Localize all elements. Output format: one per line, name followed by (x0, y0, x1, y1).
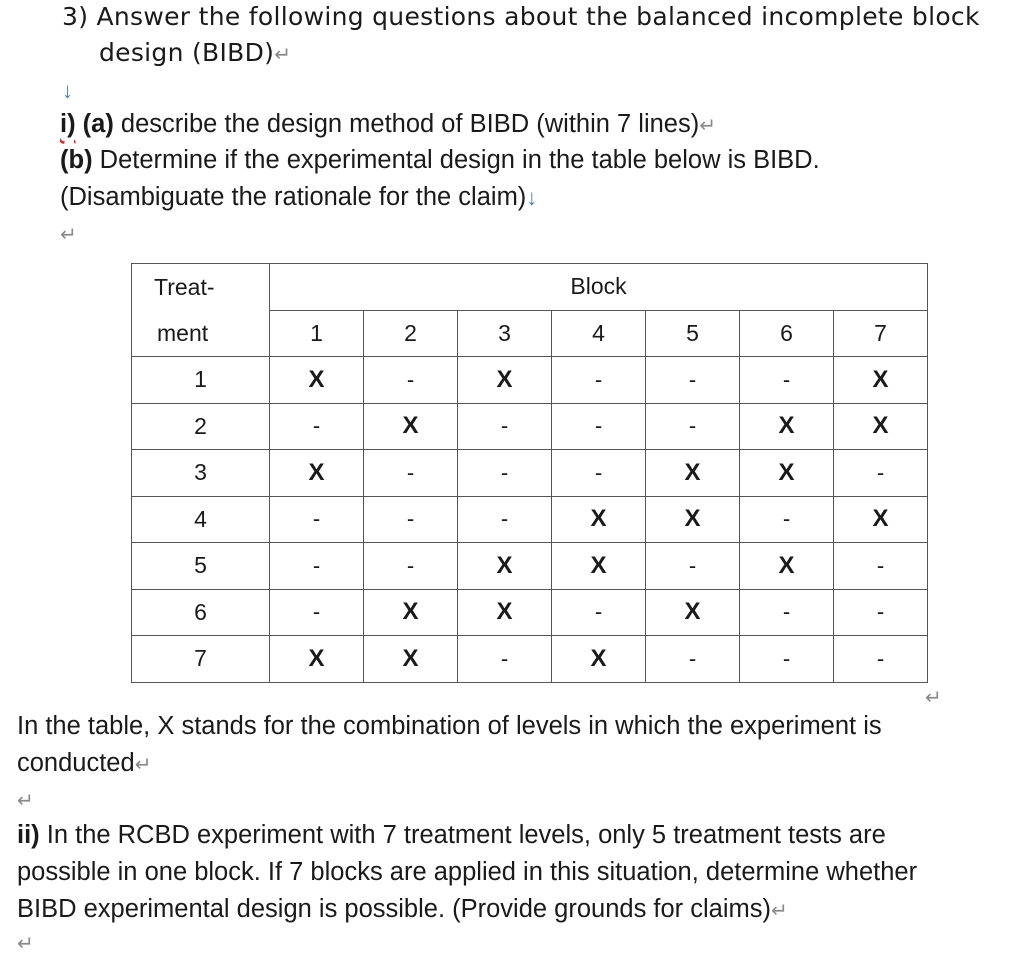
design-cell-x: X (458, 357, 552, 404)
question-3-line2 (99, 38, 291, 67)
design-cell-empty: - (552, 357, 646, 404)
table-row (132, 450, 928, 497)
part-a-label: (a) (82, 110, 114, 138)
down-arrow-mark-icon: ↓ (62, 78, 73, 103)
design-cell-x: X (740, 450, 834, 497)
bibd-design-table (131, 263, 928, 683)
block-number: 1 (270, 310, 364, 357)
design-cell-empty: - (552, 403, 646, 450)
return-mark-icon: ↵ (17, 933, 34, 955)
design-cell-empty: - (834, 450, 928, 497)
return-mark-icon: ↵ (274, 42, 292, 66)
block-number: 7 (834, 310, 928, 357)
design-cell-empty: - (646, 403, 740, 450)
table-row (132, 543, 928, 590)
design-cell-x: X (270, 636, 364, 683)
table-row (132, 403, 928, 450)
part-i-label: i) (60, 110, 76, 138)
design-cell-x: X (646, 589, 740, 636)
table-header-row-1 (132, 264, 928, 311)
return-mark-icon: ↵ (925, 687, 942, 709)
part-ii-label: ii) (17, 821, 40, 849)
design-cell-empty: - (458, 450, 552, 497)
part-b-line2 (60, 183, 537, 212)
design-cell-empty: - (458, 496, 552, 543)
design-cell-x: X (458, 543, 552, 590)
design-cell-empty: - (270, 543, 364, 590)
treatment-number: 4 (132, 496, 270, 543)
treatment-number: 2 (132, 403, 270, 450)
table-row (132, 636, 928, 683)
part-ii-text-1: In the RCBD experiment with 7 treatment levels, only 5 treatment tests are (39, 821, 886, 849)
design-cell-empty: - (740, 357, 834, 404)
design-cell-empty: - (552, 589, 646, 636)
treatment-number: 6 (132, 589, 270, 636)
part-b-line1 (60, 146, 820, 175)
note-text-2: conducted (17, 749, 135, 777)
treatment-header-bottom: ment (132, 310, 270, 357)
table-row (132, 589, 928, 636)
part-ii-text-2: possible in one block. If 7 blocks are applied in this situation, determine whether (17, 858, 918, 886)
part-ii-text-3: BIBD experimental design is possible. (Provide grounds for claims) (17, 895, 771, 923)
part-ii-line1 (17, 821, 886, 850)
design-cell-x: X (834, 496, 928, 543)
note-text-1: In the table, X stands for the combination of levels in which the experiment is (17, 712, 882, 740)
design-cell-x: X (552, 543, 646, 590)
design-cell-x: X (552, 496, 646, 543)
design-cell-empty: - (364, 543, 458, 590)
design-cell-empty: - (458, 636, 552, 683)
block-number: 2 (364, 310, 458, 357)
design-cell-empty: - (834, 543, 928, 590)
block-header: Block (270, 264, 928, 311)
design-cell-empty: - (364, 357, 458, 404)
table-row (132, 357, 928, 404)
design-cell-empty: - (834, 636, 928, 683)
return-mark-icon: ↵ (17, 790, 34, 812)
part-i-a-line (60, 110, 716, 139)
design-cell-x: X (740, 403, 834, 450)
table-header-row-2 (132, 310, 928, 357)
design-cell-empty: - (646, 543, 740, 590)
block-number: 3 (458, 310, 552, 357)
design-cell-x: X (270, 450, 364, 497)
design-cell-x: X (740, 543, 834, 590)
block-number: 5 (646, 310, 740, 357)
design-cell-empty: - (646, 636, 740, 683)
design-cell-x: X (834, 357, 928, 404)
return-mark-icon: ↵ (60, 224, 77, 246)
treatment-number: 7 (132, 636, 270, 683)
return-mark-icon: ↵ (699, 115, 716, 137)
design-cell-x: X (834, 403, 928, 450)
design-cell-x: X (364, 636, 458, 683)
design-cell-empty: - (270, 589, 364, 636)
part-ii-line3 (17, 895, 788, 924)
design-cell-x: X (646, 450, 740, 497)
design-cell-x: X (458, 589, 552, 636)
treatment-number: 3 (132, 450, 270, 497)
design-cell-x: X (364, 589, 458, 636)
part-a-text: describe the design method of BIBD (within 7 lines) (113, 110, 700, 138)
down-arrow-mark-icon: ↓ (526, 185, 538, 210)
part-ii-line2 (17, 858, 917, 887)
treatment-header-top: Treat- (132, 264, 270, 311)
design-cell-empty: - (270, 496, 364, 543)
design-cell-empty: - (552, 450, 646, 497)
note-line2 (17, 749, 151, 778)
part-b-text-2: (Disambiguate the rationale for the claim) (60, 183, 527, 211)
design-cell-empty: - (740, 636, 834, 683)
block-number: 6 (740, 310, 834, 357)
return-mark-icon: ↵ (134, 754, 152, 776)
part-b-text: Determine if the experimental design in the table below is BIBD. (92, 146, 820, 174)
design-cell-empty: - (834, 589, 928, 636)
design-cell-empty: - (646, 357, 740, 404)
question-3-text-1: 3) Answer the following questions about the balanced incomplete block (62, 2, 980, 31)
table-row (132, 496, 928, 543)
design-cell-empty: - (270, 403, 364, 450)
design-cell-x: X (646, 496, 740, 543)
design-cell-empty: - (364, 496, 458, 543)
block-number: 4 (552, 310, 646, 357)
design-cell-empty: - (740, 496, 834, 543)
table-body (132, 357, 928, 683)
design-cell-empty: - (458, 403, 552, 450)
design-cell-x: X (552, 636, 646, 683)
question-3-line1 (62, 2, 980, 31)
treatment-number: 5 (132, 543, 270, 590)
question-3-text-2: design (BIBD) (99, 38, 275, 67)
design-cell-x: X (364, 403, 458, 450)
note-line1 (17, 712, 882, 741)
design-cell-empty: - (364, 450, 458, 497)
design-cell-x: X (270, 357, 364, 404)
design-cell-empty: - (740, 589, 834, 636)
return-mark-icon: ↵ (771, 900, 788, 922)
part-b-label: (b) (60, 146, 93, 174)
treatment-number: 1 (132, 357, 270, 404)
